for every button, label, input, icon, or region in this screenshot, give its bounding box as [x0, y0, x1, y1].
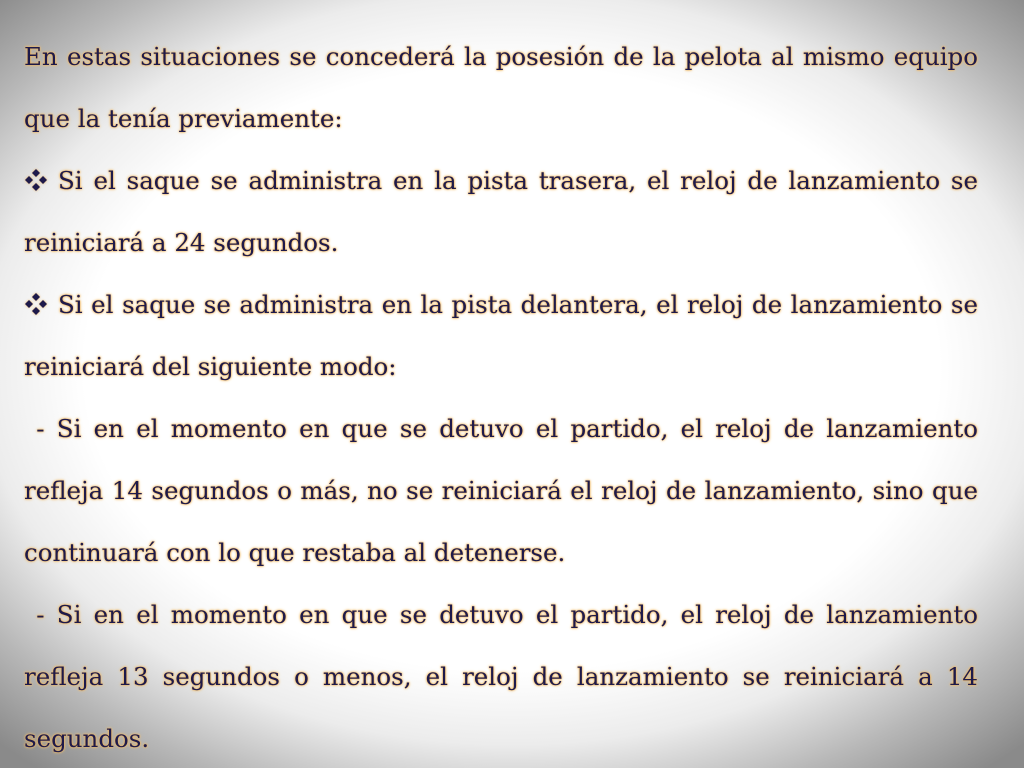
diamond-bullet-icon	[24, 168, 48, 192]
diamond-bullet-icon	[24, 292, 48, 316]
subitem-14-or-more	[24, 398, 978, 584]
bullet-item-backcourt	[24, 150, 978, 274]
subitem-text: Si en el momento en que se detuvo el partido, el reloj de lanzamiento refleja 14 segundos o más, no se reiniciará el reloj de lanzamiento, sino que continuará con lo que restaba al detenerse.	[24, 414, 978, 567]
intro-paragraph: En estas situaciones se concederá la posesión de la pelota al mismo equipo que la tenía previamente:	[24, 42, 978, 133]
bullet-item-frontcourt	[24, 274, 978, 398]
bullet-text: Si el saque se administra en la pista trasera, el reloj de lanzamiento se reiniciará a 24 segundos.	[24, 166, 978, 257]
subitem-text: Si en el momento en que se detuvo el partido, el reloj de lanzamiento refleja 13 segundos o menos, el reloj de lanzamiento se reiniciará a 14 segundos.	[24, 600, 978, 753]
subitem-13-or-less	[24, 584, 978, 768]
dash-marker: -	[24, 600, 57, 629]
slide-body	[24, 26, 978, 768]
dash-marker: -	[24, 414, 57, 443]
bullet-text: Si el saque se administra en la pista delantera, el reloj de lanzamiento se reiniciará del siguiente modo:	[24, 290, 978, 381]
